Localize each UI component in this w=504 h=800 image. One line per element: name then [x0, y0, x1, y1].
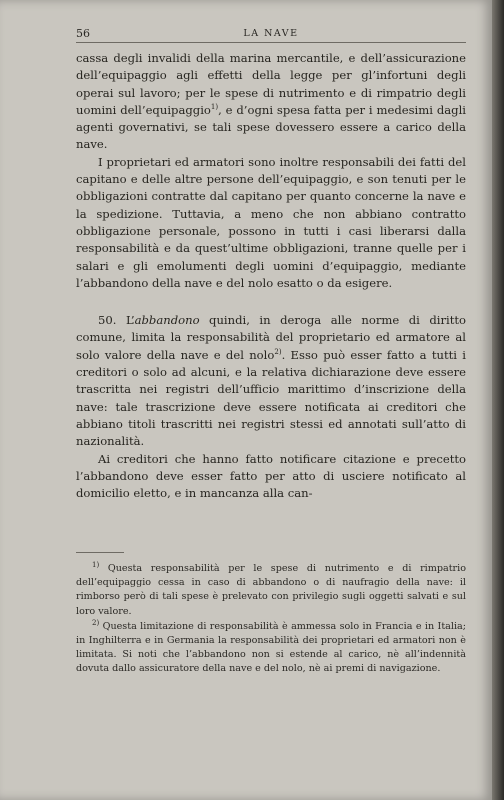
footnote-marker: 1) [92, 560, 100, 569]
emphasized-term: abbandono [134, 313, 200, 328]
paragraph-text: cassa degli invalidi della marina mercantile, e dell’assicurazione dell’equipaggio agli effetti della legge per gl’infortuni degli operai sul lavoro; per le spese di nutrimento e di rimpatrio degli uomini dell’equipaggio [76, 51, 466, 117]
footnote-ref-number: 2 [274, 347, 279, 356]
section-number: 50. [98, 313, 117, 328]
page-header [76, 27, 466, 41]
footnote-ref-number: 1 [210, 103, 216, 112]
footnote-ref: 1) [210, 103, 219, 112]
footnotes [76, 562, 466, 677]
page-number: 56 [76, 27, 90, 40]
footnote-ref: 2) [274, 347, 282, 356]
paragraph-text: , e d’ogni spesa fatta per i medesimi dagli agenti governativi, se tali spese dovessero essere a carico della nave. [76, 102, 466, 152]
paragraph: Ai creditori che hanno fatto notificare citazione e precetto l’abbandono deve esser fatto per atto di usciere notificato al domicilio eletto, e in mancanza alla can- [76, 451, 466, 501]
paragraph [76, 50, 466, 154]
paragraph: I proprietari ed armatori sono inoltre responsabili dei fatti del capitano e delle altre persone dell’equipaggio, e son tenuti per le obbligazioni contratte dal capitano per quanto concerne la nave e la spedizione. Tuttavia, a meno che non abbiano contratto obbligazione personale, possono in tutti i casi liberarsi dalla responsabilità e da quest’ultime obbligazioni, tranne quelle per i salari e gli emolumenti degli uomini d’equipaggio, mediante l’abbandono della nave e del nolo esatto o da esigere. [76, 154, 466, 290]
footnote-rule [76, 552, 124, 553]
running-title: LA NAVE [243, 28, 299, 39]
footnote [76, 562, 466, 619]
footnote-marker: 2) [92, 618, 100, 627]
header-rule [76, 42, 466, 43]
paragraph-text: . Esso può esser fatto a tutti i creditori o solo ad alcuni, e la relativa dichiarazione deve essere trascritta nei registri dell’ufficio marittimo d’inscrizione della nave: tale trascrizione deve essere notificata ai creditori che abbiano titoli trascritti nei registri stessi ed annotati sull’atto di nazionalità. [76, 347, 466, 449]
book-spine [492, 0, 504, 800]
footnote-text: Questa responsabilità per le spese di nutrimento e di rimpatrio dell’equipaggio cessa in caso di abbandono o di naufragio della nave: il rimborso però di tali spese è prelevato con privilegio sugli oggetti salvati e sul loro valore. [76, 563, 466, 617]
section-paragraph [76, 312, 466, 450]
paragraph-text: L’ [125, 313, 135, 328]
footnote [76, 620, 466, 677]
footnote-text: Questa limitazione di responsabilità è ammessa solo in Francia e in Italia; in Inghilterra e in Germania la responsabilità dei proprietari ed armatori non è limitata. Si noti che l’abbandono non si estende al carico, nè all’indennità dovuta dallo assicuratore della nave e del nolo, nè ai premi di navigazione. [76, 620, 466, 675]
body-text [76, 50, 466, 502]
paragraph-text: quindi, in deroga alle norme di diritto comune, limita la responsabilità del proprietario ed armatore al solo valore della nave e del nolo [76, 313, 466, 362]
